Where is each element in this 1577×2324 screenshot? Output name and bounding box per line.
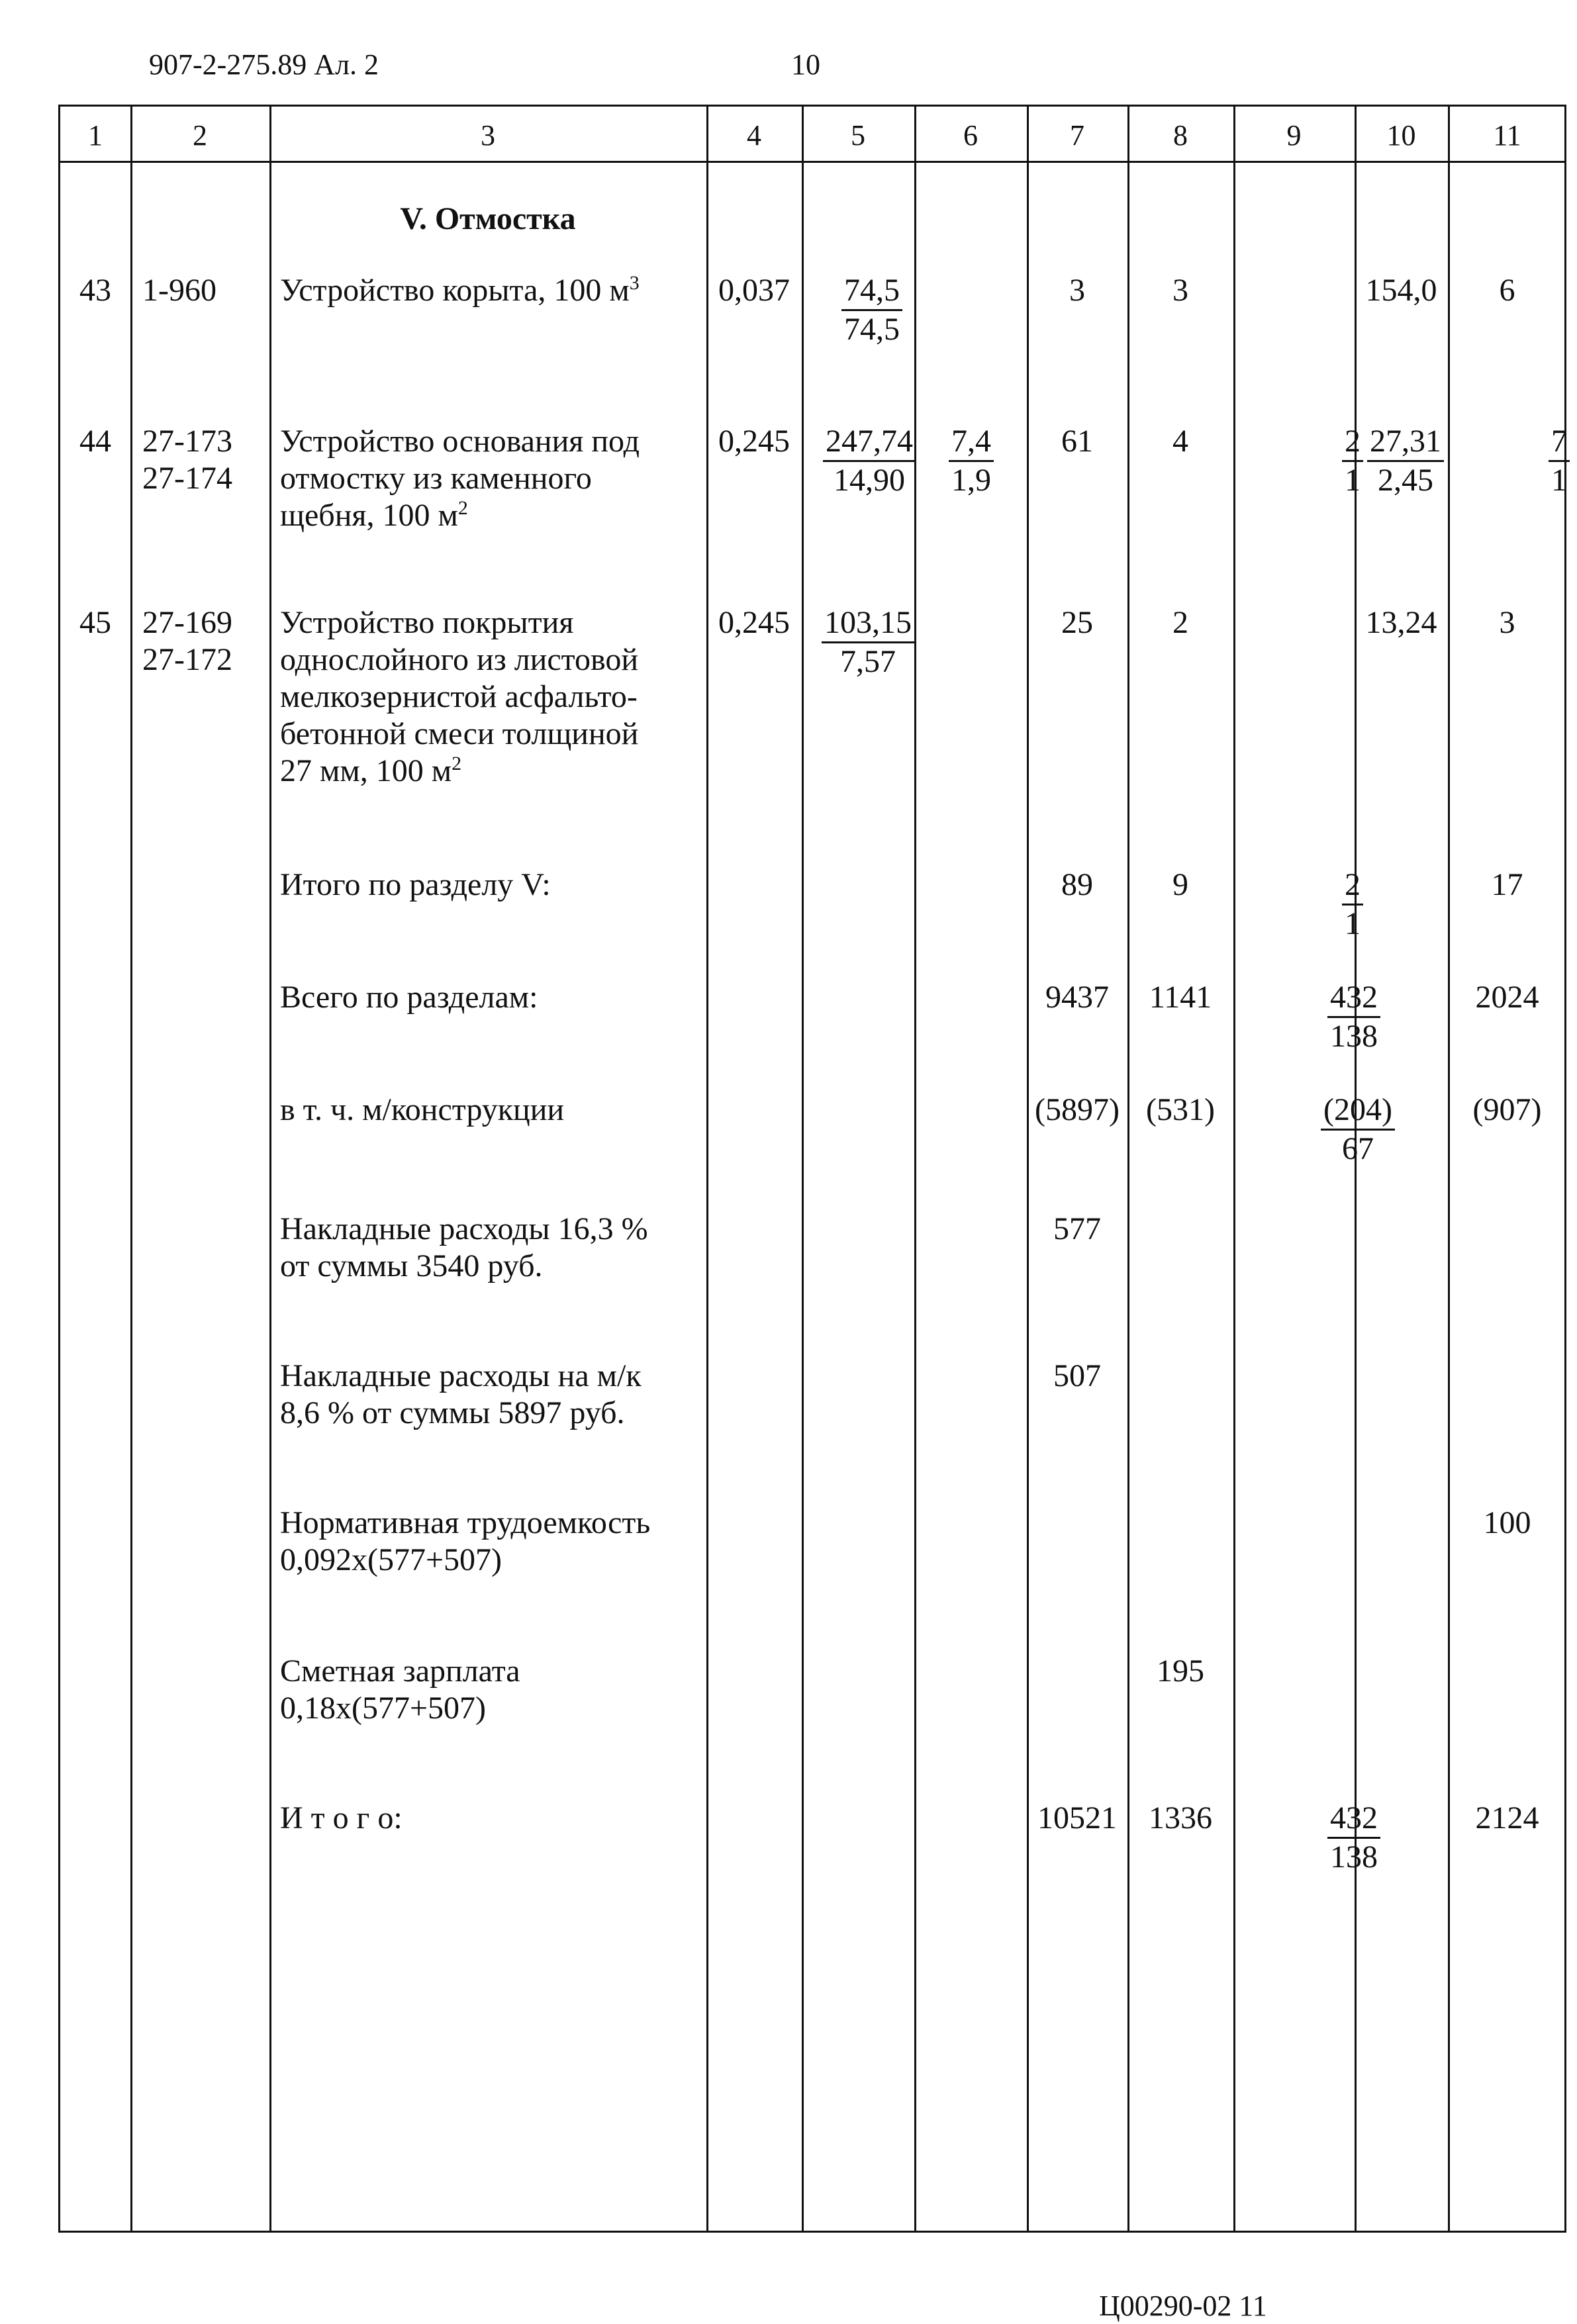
document-code: 907-2-275.89 Ал. 2: [149, 48, 379, 81]
labor-col11: 100: [1483, 1505, 1531, 1540]
estimate-table: [58, 105, 1566, 2233]
row-col8: 3: [1172, 273, 1188, 308]
row-number: 43: [79, 273, 111, 308]
column-header-10: 10: [1386, 119, 1416, 152]
row-code: 27-173: [142, 424, 232, 459]
mk-label: в т. ч. м/конструкции: [280, 1092, 565, 1127]
column-header-3: 3: [481, 119, 495, 152]
wage-col8: 195: [1157, 1653, 1204, 1689]
labor-label: 0,092х(577+507): [280, 1542, 502, 1577]
row-col4: 0,037: [718, 273, 790, 308]
overhead-label: Накладные расходы 16,3 %: [280, 1211, 648, 1246]
row-description: бетонной смеси толщиной: [280, 716, 639, 751]
overhead-mk-label: 8,6 % от суммы 5897 руб.: [280, 1395, 625, 1430]
column-header-1: 1: [88, 119, 103, 152]
column-divider: [802, 107, 804, 2231]
row-col8: 4: [1172, 424, 1188, 459]
overhead-col7: 577: [1053, 1211, 1101, 1246]
row-col10: 154,0: [1365, 273, 1437, 308]
all-total-col9-fraction: $\frac{432}{138}$: [1327, 979, 1380, 1055]
column-header-6: 6: [963, 119, 978, 152]
overhead-mk-label: Накладные расходы на м/к: [280, 1358, 642, 1393]
all-total-col7: 9437: [1045, 980, 1109, 1015]
section-total-col9-fraction: $\frac{2}{1}$: [1342, 866, 1363, 943]
row-col6-fraction: $\frac{7,4}{1,9}$: [949, 423, 994, 499]
section-total-col8: 9: [1172, 867, 1188, 902]
row-col10-fraction: $\frac{27,31}{2,45}$: [1367, 423, 1444, 499]
row-col5-fraction: $\frac{247,74}{14,90}$: [823, 423, 916, 499]
row-col11: 3: [1499, 605, 1515, 640]
column-divider: [1448, 107, 1450, 2231]
row-description: щебня, 100 $м^2$: [280, 497, 468, 533]
row-code: 27-174: [142, 461, 232, 496]
row-description: 27 мм, 100 $м^2$: [280, 753, 462, 788]
column-header-2: 2: [193, 119, 207, 152]
row-col10: 13,24: [1365, 605, 1437, 640]
row-number: 45: [79, 605, 111, 640]
overhead-mk-col7: 507: [1053, 1358, 1101, 1393]
row-description: Устройство покрытия: [280, 605, 574, 640]
row-code: 27-169: [142, 605, 232, 640]
row-code: 27-172: [142, 642, 232, 677]
all-total-col11: 2024: [1475, 980, 1539, 1015]
row-col4: 0,245: [718, 424, 790, 459]
column-divider: [1233, 107, 1235, 2231]
final-total-col9-fraction: $\frac{432}{138}$: [1327, 1800, 1380, 1876]
final-total-col7: 10521: [1037, 1800, 1117, 1836]
wage-label: 0,18х(577+507): [280, 1691, 487, 1726]
row-description: мелкозернистой асфальто-: [280, 679, 638, 714]
row-col8: 2: [1172, 605, 1188, 640]
mk-col9-fraction: $\frac{(204)}{67}$: [1321, 1092, 1395, 1168]
row-description: однослойного из листовой: [280, 642, 639, 677]
row-col7: 3: [1069, 273, 1085, 308]
column-header-9: 9: [1286, 119, 1302, 152]
section-total-label: Итого по разделу V:: [280, 867, 551, 902]
all-total-label: Всего по разделам:: [280, 980, 538, 1015]
column-header-7: 7: [1070, 119, 1084, 152]
labor-label: Нормативная трудоемкость: [280, 1505, 651, 1540]
mk-col8: (531): [1146, 1092, 1215, 1127]
column-header-8: 8: [1173, 119, 1188, 152]
row-description: Устройство корыта, 100 $м^3$: [280, 272, 640, 308]
column-header-4: 4: [747, 119, 761, 152]
row-col7: 25: [1061, 605, 1093, 640]
row-description: Устройство основания под: [280, 424, 640, 459]
header-divider: [60, 161, 1564, 163]
row-description: отмостку из каменного: [280, 461, 592, 496]
column-divider: [269, 107, 271, 2231]
row-number: 44: [79, 424, 111, 459]
column-header-5: 5: [851, 119, 865, 152]
section-title: V. Отмостка: [400, 201, 576, 236]
column-header-11: 11: [1493, 119, 1521, 152]
mk-col7: (5897): [1035, 1092, 1120, 1127]
section-total-col7: 89: [1061, 867, 1093, 902]
all-total-col8: 1141: [1149, 980, 1212, 1015]
footer-code: Ц00290-02 11: [1099, 2290, 1267, 2322]
row-col5-fraction: $\frac{103,15}{7,57}$: [822, 604, 914, 680]
mk-col11: (907): [1472, 1092, 1542, 1127]
final-total-col11: 2124: [1475, 1800, 1539, 1836]
row-col11: 6: [1499, 273, 1515, 308]
final-total-col8: 1336: [1149, 1800, 1212, 1836]
row-code: 1-960: [142, 273, 216, 308]
row-col11-fraction: $\frac{7}{1}$: [1549, 423, 1570, 499]
wage-label: Сметная зарплата: [280, 1653, 520, 1689]
row-col5-fraction: $\frac{74,5}{74,5}$: [841, 272, 902, 348]
page-number: 10: [791, 48, 820, 81]
section-total-col11: 17: [1491, 867, 1523, 902]
row-col9-fraction: $\frac{2}{1}$: [1342, 423, 1363, 499]
overhead-label: от суммы 3540 руб.: [280, 1248, 543, 1283]
row-col7: 61: [1061, 424, 1093, 459]
row-col4: 0,245: [718, 605, 790, 640]
column-divider: [130, 107, 132, 2231]
final-total-label: И т о г о:: [280, 1800, 403, 1836]
